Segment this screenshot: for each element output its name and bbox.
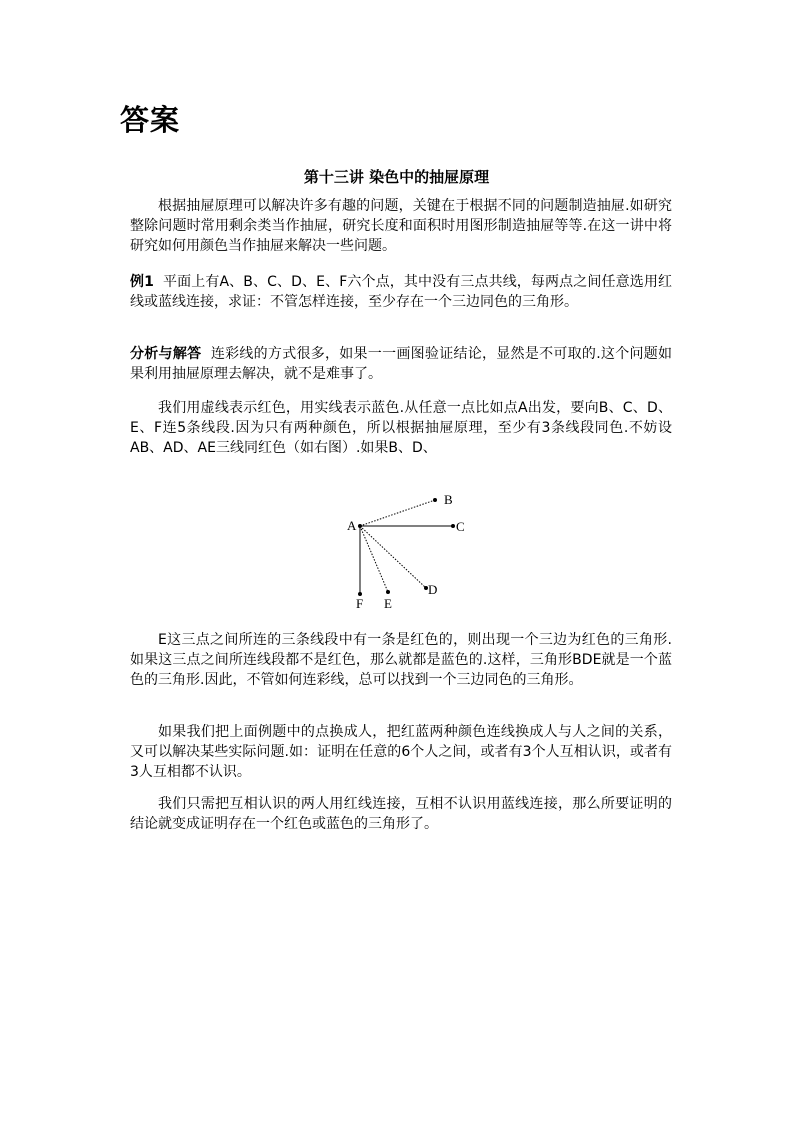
final-paragraph: 我们只需把互相认识的两人用红线连接，互相不认识用蓝线连接，那么所要证明的结论就变成证明存在一个红色或蓝色的三角形了。 — [130, 796, 672, 832]
point-a — [358, 524, 362, 528]
label-d: D — [428, 582, 438, 597]
example-paragraph — [130, 272, 672, 312]
page-heading: 答案 — [120, 103, 181, 137]
point-e — [386, 590, 390, 594]
edge-ae-red-dashed — [360, 526, 388, 592]
reasoning-paragraph: 我们用虚线表示红色，用实线表示蓝色.从任意一点比如点A出发，要向B、C、D、E、F连5条线段.因为只有两种颜色，所以根据抽屉原理，至少有3条线段同色.不妨设AB、AD、AE三线同红色（如右图）.如果B、D、 — [130, 400, 672, 456]
point-b — [433, 498, 437, 502]
label-c: C — [456, 519, 465, 534]
label-b: B — [444, 492, 453, 507]
application-paragraph: 如果我们把上面例题中的点换成人，把红蓝两种颜色连线换成人与人之间的关系，又可以解决某些实际问题.如：证明在任意的6个人之间，或者有3个人互相认识，或者有3人互相都不认识。 — [130, 724, 672, 780]
label-f: F — [356, 596, 364, 611]
edge-ad-red-dashed — [360, 526, 426, 588]
example-text: 平面上有A、B、C、D、E、F六个点，其中没有三点共线，每两点之间任意选用红线或蓝线连接，求证：不管怎样连接，至少存在一个三边同色的三角形。 — [130, 274, 672, 310]
graph-diagram — [340, 488, 480, 618]
edge-ab-red-dashed — [360, 500, 435, 526]
example-label: 例1 — [130, 274, 154, 290]
graph-figure — [340, 488, 480, 622]
lecture-title: 第十三讲 染色中的抽屉原理 — [303, 168, 490, 186]
analysis-paragraph — [130, 344, 672, 384]
analysis-label: 分析与解答 — [130, 346, 202, 362]
conclusion-paragraph: E这三点之间所连的三条线段中有一条是红色的，则出现一个三边为红色的三角形.如果这三点之间所连线段都不是红色，那么就都是蓝色的.这样，三角形BDE就是一个蓝色的三角形.因此，不管如何连彩线，总可以找到一个三边同色的三角形。 — [130, 632, 672, 688]
label-e: E — [384, 596, 392, 611]
label-a: A — [347, 518, 357, 533]
point-c — [451, 524, 455, 528]
analysis-text: 连彩线的方式很多，如果一一画图验证结论，显然是不可取的.这个问题如果利用抽屉原理去解决，就不是难事了。 — [130, 346, 673, 382]
intro-paragraph: 根据抽屉原理可以解决许多有趣的问题，关键在于根据不同的问题制造抽屉.如研究整除问题时常用剩余类当作抽屉，研究长度和面积时用图形制造抽屉等等.在这一讲中将研究如何用颜色当作抽屉来解决一些问题。 — [130, 198, 672, 254]
